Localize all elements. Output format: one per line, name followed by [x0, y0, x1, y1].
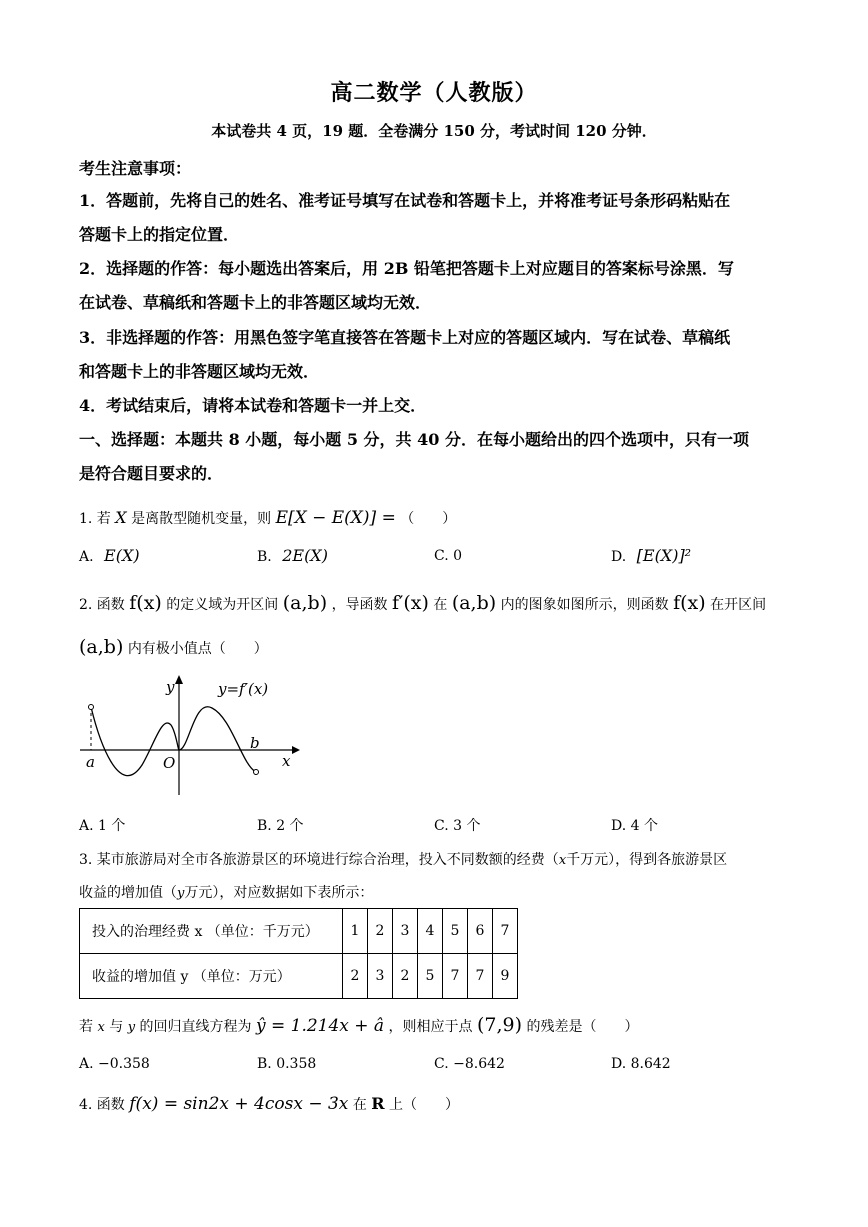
q4-text: 上（ ）: [389, 1097, 460, 1113]
q4-text: 4. 函数: [79, 1097, 125, 1113]
section-heading-cont: 是符合题目要求的．: [79, 464, 224, 483]
q3-text: 3. 某市旅游局对全市各旅游景区的环境进行综合治理，投入不同数额的经费（: [79, 852, 559, 868]
q2-option-b[interactable]: B. 2 个: [257, 818, 304, 834]
table-cell: 9: [493, 954, 518, 999]
section-heading: 一、选择题：本题共 8 小题，每小题 5 分，共 40 分．在每小题给出的四个选项中，只有一项: [79, 430, 749, 449]
q3-regression-equation: ŷ = 1.214x + â: [255, 1016, 385, 1036]
q1-option-b[interactable]: [257, 546, 328, 565]
question-3-line3: [79, 1014, 638, 1036]
q3-y: y: [127, 1020, 136, 1035]
table-cell: 3: [393, 909, 418, 954]
table-cell: 7: [468, 954, 493, 999]
q2-interval: (a,b): [282, 592, 328, 614]
q2-text: 的定义域为开区间: [166, 597, 279, 613]
y-axis-arrow: [175, 675, 183, 684]
table-cell: 4: [418, 909, 443, 954]
left-open-endpoint: [89, 705, 94, 710]
q4-real-set: R: [371, 1094, 385, 1113]
notice-line: 在试卷、草稿纸和答题卡上的非答题区域均无效．: [79, 293, 432, 312]
q2-fx: f(x): [673, 592, 706, 614]
q1-option-a-value: E(X): [104, 546, 140, 565]
q1-paren: （ ）: [400, 511, 457, 527]
q3-y: y: [177, 886, 185, 901]
origin-label: O: [163, 754, 176, 772]
q1-prefix: 1. 若: [79, 511, 111, 527]
derivative-graph: [74, 670, 304, 800]
q3-text: 的残差是（ ）: [526, 1019, 639, 1035]
question-4: [79, 1094, 459, 1114]
page-subtitle: 本试卷共 4 页，19 题．全卷满分 150 分，考试时间 120 分钟．: [211, 122, 657, 140]
table-cell: 2: [343, 954, 368, 999]
q3-option-a[interactable]: A. −0.358: [79, 1056, 150, 1072]
x-axis-arrow: [292, 746, 300, 754]
row-header: 投入的治理经费 x （单位：千万元）: [80, 909, 343, 954]
notice-line: 和答题卡上的非答题区域均无效．: [79, 362, 320, 381]
table-cell: 6: [468, 909, 493, 954]
question-3-line2: [79, 882, 373, 902]
q2-fx: f(x): [129, 592, 162, 614]
q3-text: 若: [79, 1019, 93, 1035]
q4-text: 在: [352, 1097, 367, 1113]
table-cell: 5: [443, 909, 468, 954]
notice-line: 1．答题前，先将自己的姓名、准考证号填写在试卷和答题卡上，并将准考证号条形码粘贴在: [79, 191, 731, 210]
data-table: [79, 908, 518, 999]
table-cell: 7: [443, 954, 468, 999]
q1-mid: 是离散型随机变量，则: [131, 511, 272, 527]
q2-interval: (a,b): [79, 636, 124, 658]
question-2-line2: [79, 636, 268, 658]
q3-text: 的回归直线方程为: [139, 1019, 252, 1035]
q1-option-a-letter: A.: [79, 549, 94, 565]
q3-text: 千万元），得到各旅游景区: [566, 852, 728, 868]
q3-text: 与: [109, 1019, 124, 1035]
b-label: b: [250, 734, 260, 752]
q3-x: x: [97, 1020, 105, 1035]
table-cell: 7: [493, 909, 518, 954]
row-header: 收益的增加值 y （单位：万元）: [80, 954, 343, 999]
q2-text: 2. 函数: [79, 597, 125, 613]
q3-text: 万元），对应数据如下表所示：: [184, 885, 374, 901]
q2-text: 在开区间: [710, 597, 767, 613]
q3-option-b[interactable]: B. 0.358: [257, 1056, 317, 1072]
q3-option-c[interactable]: C. −8.642: [434, 1056, 505, 1072]
q1-option-d[interactable]: [611, 546, 691, 565]
q1-option-d-letter: D.: [611, 549, 627, 565]
q1-option-a[interactable]: [79, 546, 140, 565]
q3-text: ，则相应于点: [388, 1019, 473, 1035]
q2-text: 在: [433, 597, 448, 613]
page-title: 高二数学（人教版）: [330, 80, 538, 106]
q2-text: 内有极小值点（ ）: [127, 641, 268, 657]
q1-option-c[interactable]: C. 0: [434, 548, 463, 564]
q1-option-b-letter: B.: [257, 549, 272, 565]
x-label: x: [282, 752, 291, 770]
q3-option-d[interactable]: D. 8.642: [611, 1056, 671, 1072]
y-label: y: [166, 678, 175, 696]
table-row: [80, 909, 518, 954]
table-cell: 2: [393, 954, 418, 999]
q1-expr: E[X − E(X)] =: [275, 508, 396, 528]
q3-point: (7,9): [476, 1014, 523, 1036]
q2-fpx: f′(x): [392, 592, 429, 614]
a-label: a: [86, 753, 95, 771]
right-open-endpoint: [254, 770, 259, 775]
table-cell: 1: [343, 909, 368, 954]
notice-line: 4．考试结束后，请将本试卷和答题卡一并上交．: [79, 396, 427, 415]
notice-heading: 考生注意事项：: [79, 159, 192, 178]
notice-line: 3．非选择题的作答：用黑色签字笔直接答在答题卡上对应的答题区域内．写在试卷、草稿纸: [79, 328, 731, 347]
q3-text: 收益的增加值（: [79, 885, 177, 901]
table-cell: 2: [368, 909, 393, 954]
q2-option-c[interactable]: C. 3 个: [434, 818, 481, 834]
q2-text: 内的图象如图所示，则函数: [500, 597, 669, 613]
notice-line: 2．选择题的作答：每小题选出答案后，用 2B 铅笔把答题卡上对应题目的答案标号涂黑．写: [79, 259, 734, 278]
function-label: y=f′(x): [218, 680, 269, 698]
q1-option-b-value: 2E(X): [282, 546, 328, 565]
question-3-line1: [79, 849, 727, 869]
q2-text: ，导函数: [331, 597, 388, 613]
notice-line: 答题卡上的指定位置．: [79, 225, 240, 244]
q2-option-d[interactable]: D. 4 个: [611, 818, 658, 834]
table-row: [80, 954, 518, 999]
q1-var: X: [115, 508, 127, 527]
q3-x: x: [558, 853, 567, 868]
question-1: [79, 508, 456, 528]
table-cell: 5: [418, 954, 443, 999]
question-2-line1: [79, 592, 766, 614]
table-cell: 3: [368, 954, 393, 999]
q1-option-d-value: [E(X)]²: [636, 546, 692, 565]
q2-interval: (a,b): [451, 592, 497, 614]
q2-option-a[interactable]: A. 1 个: [79, 818, 126, 834]
q4-function: f(x) = sin2x + 4cosx − 3x: [129, 1094, 349, 1114]
